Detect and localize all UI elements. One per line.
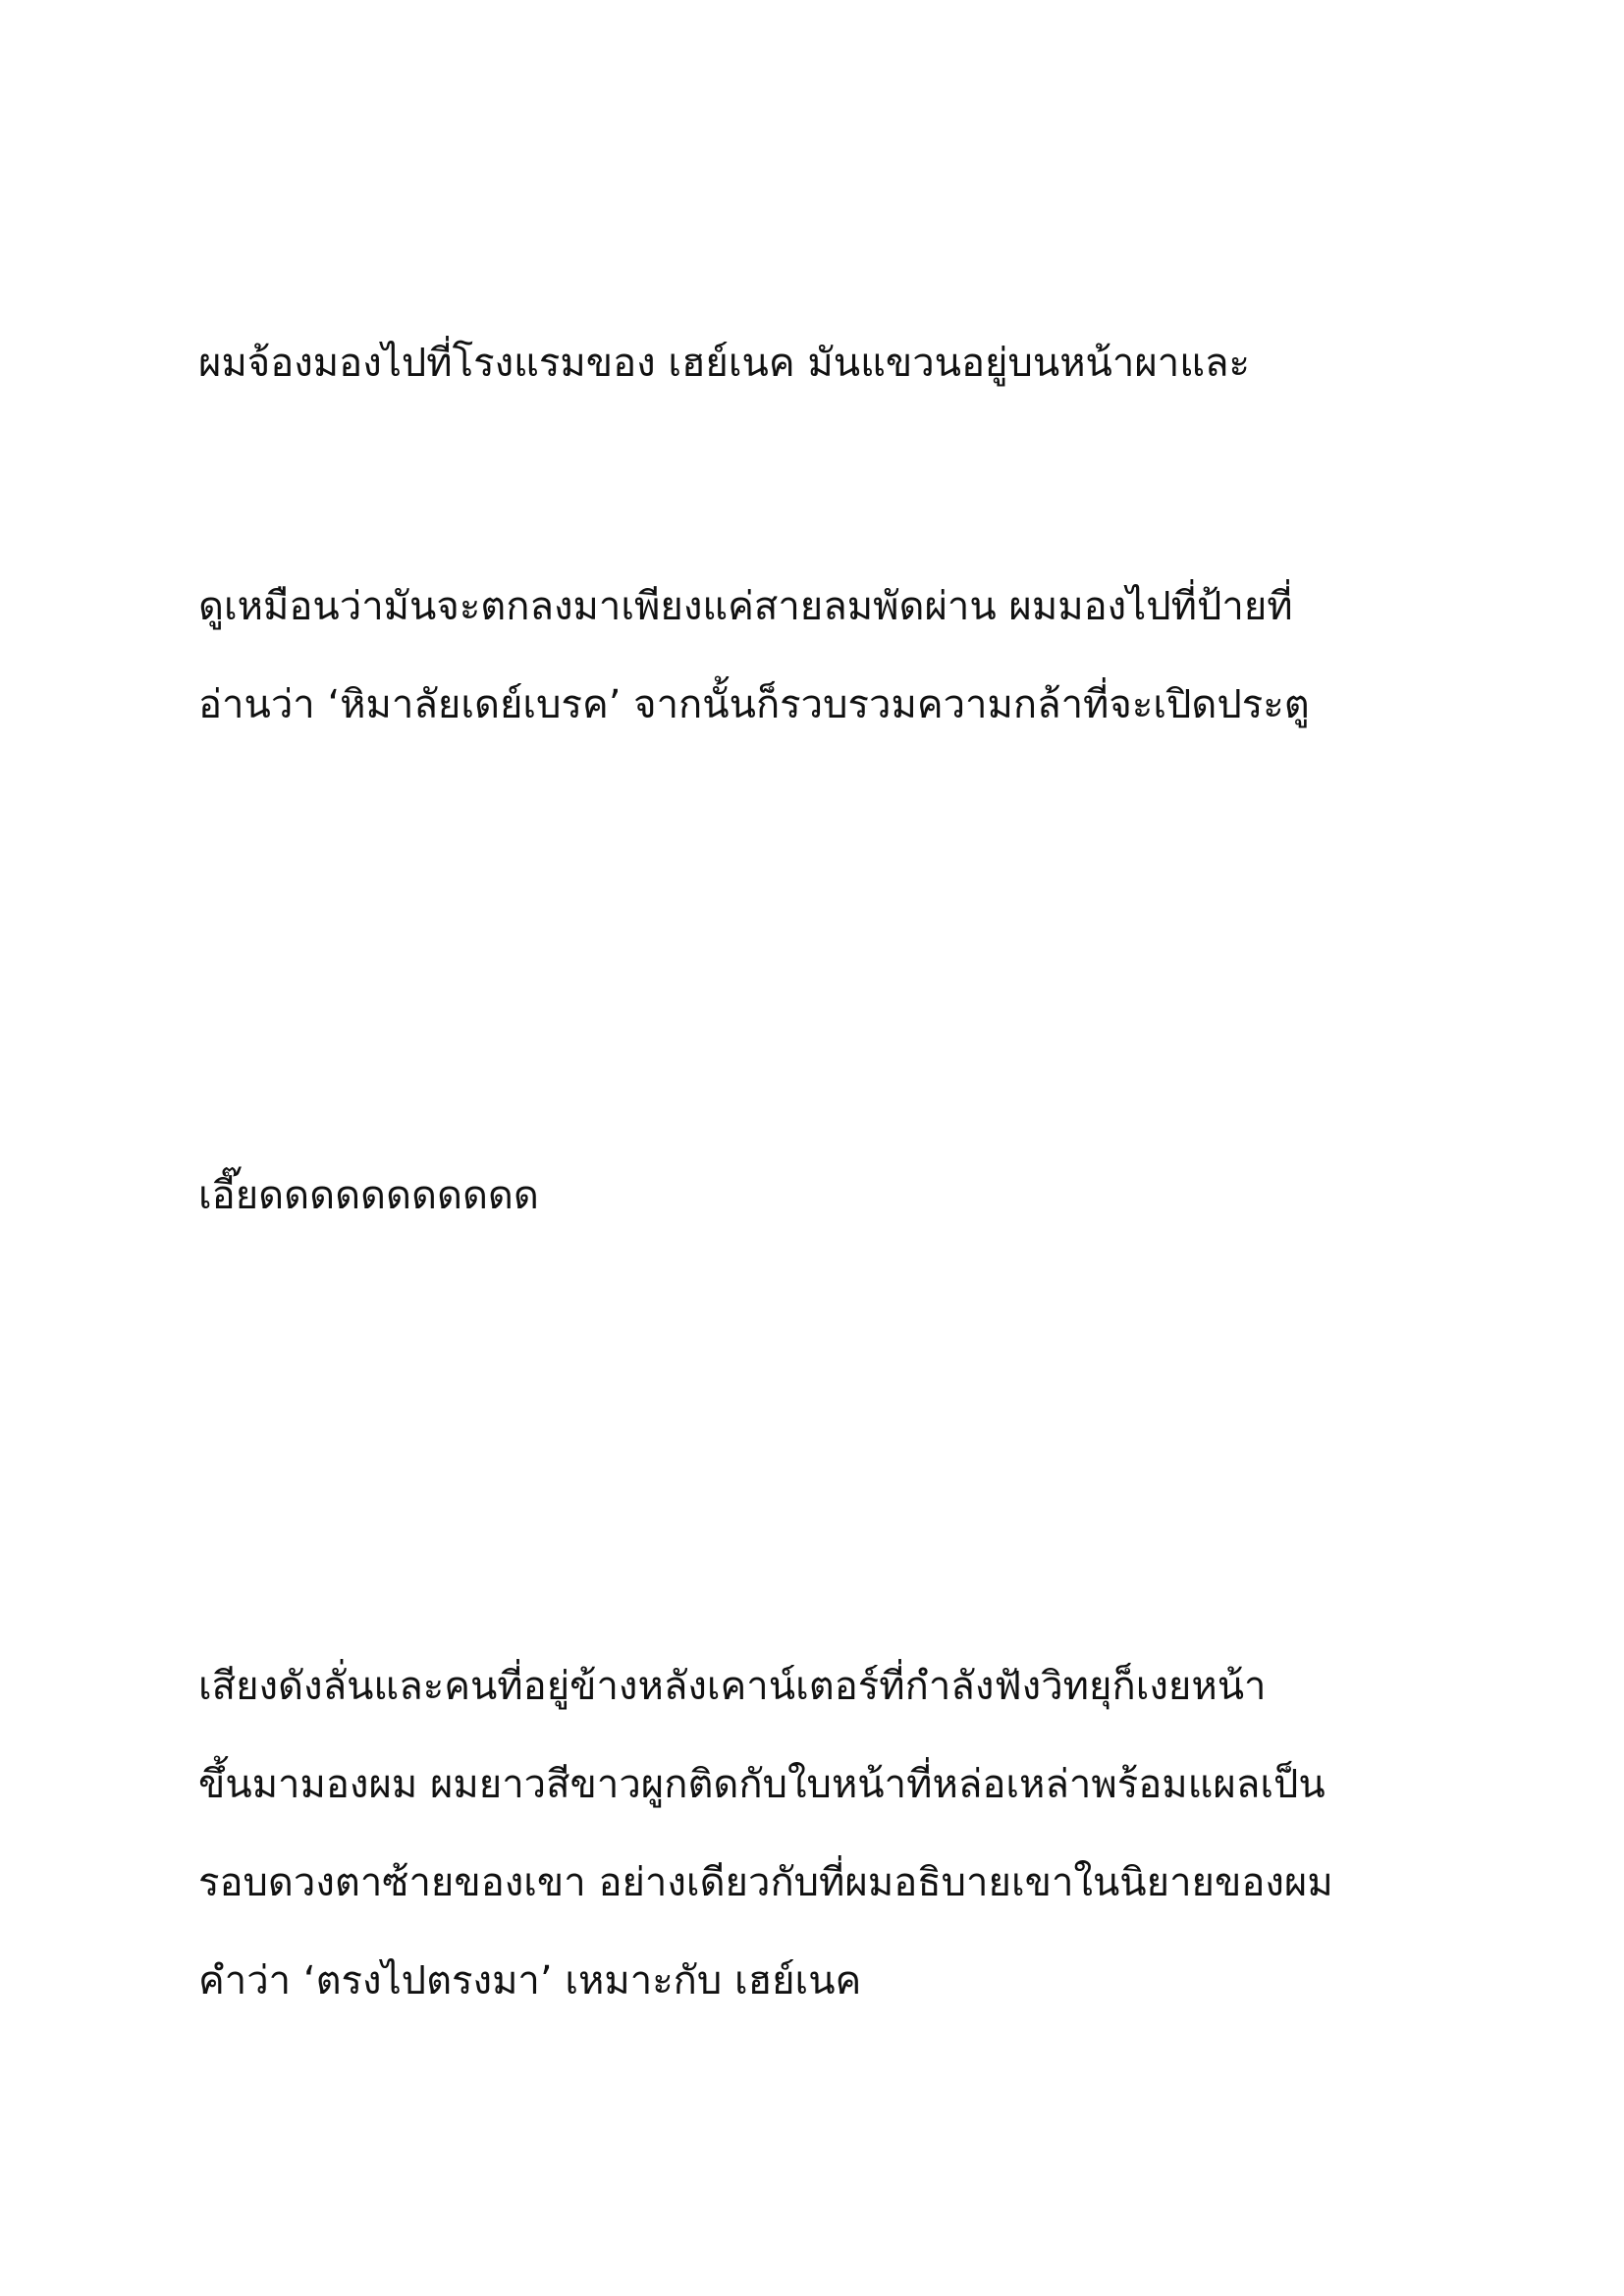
paragraph-4-line-4: คำว่า ‘ตรงไปตรงมา’ เหมาะกับ เฮย์เนค [198, 1958, 862, 2003]
paragraph-2-line-2: อ่านว่า ‘หิมาลัยเดย์เบรค’ จากนั้นก็รวบรวมความกล้าที่จะเปิดประตู [198, 682, 1310, 727]
paragraph-4-line-1: เสียงดังลั่นและคนที่อยู่ข้างหลังเคาน์เตอร์ที่กำลังฟังวิทยุก็เงยหน้า [198, 1664, 1267, 1709]
paragraph-1-line-1: ผมจ้องมองไปที่โรงแรมของ เฮย์เนค มันแขวนอยู่บนหน้าผาและ [198, 341, 1251, 386]
paragraph-2-line-1: ดูเหมือนว่ามันจะตกลงมาเพียงแค่สายลมพัดผ่าน ผมมองไปที่ป้ายที่ [198, 584, 1293, 629]
paragraph-4-line-2: ขึ้นมามองผม ผมยาวสีขาวผูกติดกับใบหน้าที่หล่อเหล่าพร้อมแผลเป็น [198, 1762, 1326, 1807]
paragraph-3-line-1: เอี๊ยดดดดดดดดดดด [198, 1173, 539, 1218]
paragraph-4-line-3: รอบดวงตาซ้ายของเขา อย่างเดียวกับที่ผมอธิบายเขาในนิยายของผม [198, 1860, 1333, 1905]
